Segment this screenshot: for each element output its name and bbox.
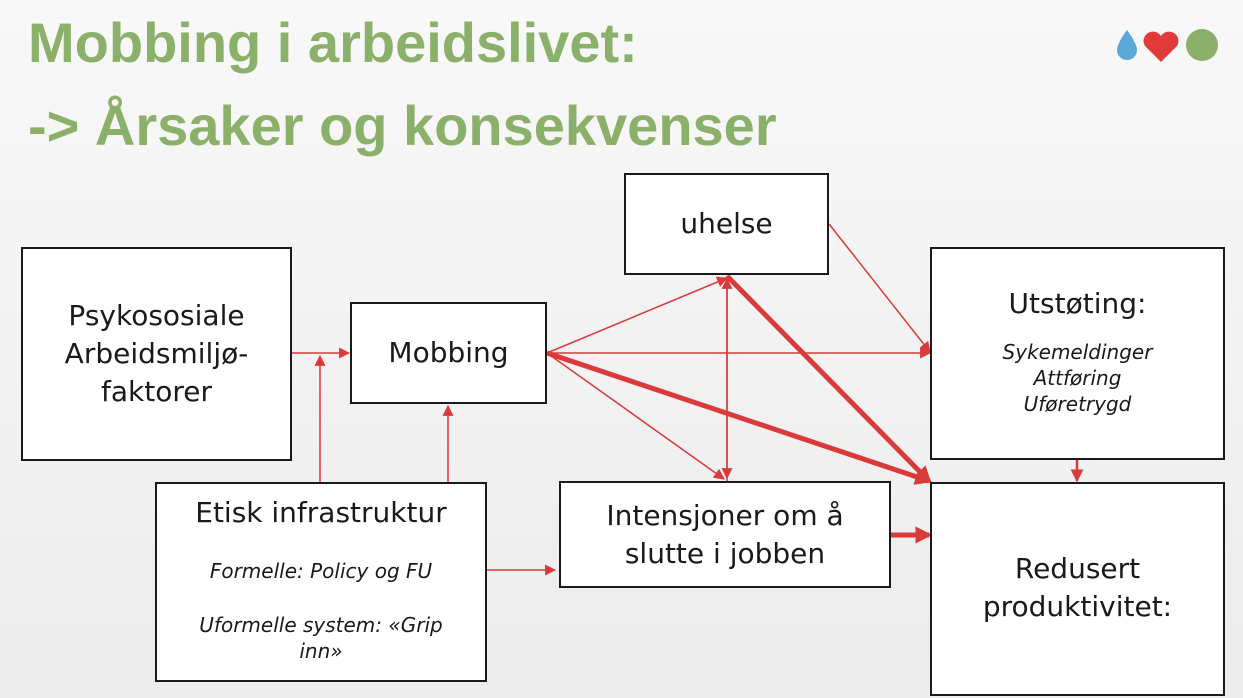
redusert-line-1: Redusert	[1014, 552, 1141, 585]
etisk-uformelle-line-1: Uformelle system: «Grip	[199, 613, 443, 637]
box-redusert-produktivitet	[930, 482, 1225, 696]
box-psykososiale	[21, 247, 292, 461]
intensjoner-line-1: Intensjoner om å	[606, 498, 844, 532]
arrow-mobbing-to-intensjoner	[547, 353, 724, 479]
psykososiale-line-3: faktorer	[101, 375, 212, 408]
box-mobbing	[350, 302, 547, 404]
box-utstoting	[930, 247, 1225, 460]
arrow-uhelse-to-redusert	[727, 276, 929, 481]
arrow-uhelse-to-utstoting	[829, 224, 930, 352]
etisk-uformelle-line-2: inn»	[299, 639, 343, 663]
box-etisk-infrastruktur	[155, 482, 487, 682]
intensjoner-line-2: slutte i jobben	[624, 536, 826, 570]
box-uhelse	[624, 173, 829, 275]
utstoting-item-uforetrygd: Uføretrygd	[1023, 392, 1132, 416]
redusert-line-2: produktivitet:	[982, 590, 1173, 623]
arrow-mobbing-to-redusert	[547, 353, 929, 481]
psykososiale-line-2: Arbeidsmiljø-	[64, 337, 249, 370]
utstoting-item-attforing: Attføring	[1033, 366, 1122, 390]
title-line-2: -> Årsaker og konsekvenser	[28, 94, 777, 157]
mobbing-label: Mobbing	[388, 336, 509, 369]
etisk-heading: Etisk infrastruktur	[195, 496, 447, 529]
etisk-formelle: Formelle: Policy og FU	[209, 559, 433, 583]
title-line-1: Mobbing i arbeidslivet:	[28, 11, 638, 74]
utstoting-heading: Utstøting:	[1008, 287, 1147, 320]
utstoting-item-sykemeldinger: Sykemeldinger	[1002, 340, 1153, 364]
arrow-mobbing-to-uhelse	[547, 278, 727, 353]
box-intensjoner	[559, 481, 891, 588]
psykososiale-line-1: Psykososiale	[68, 299, 245, 332]
uhelse-label: uhelse	[680, 207, 773, 240]
